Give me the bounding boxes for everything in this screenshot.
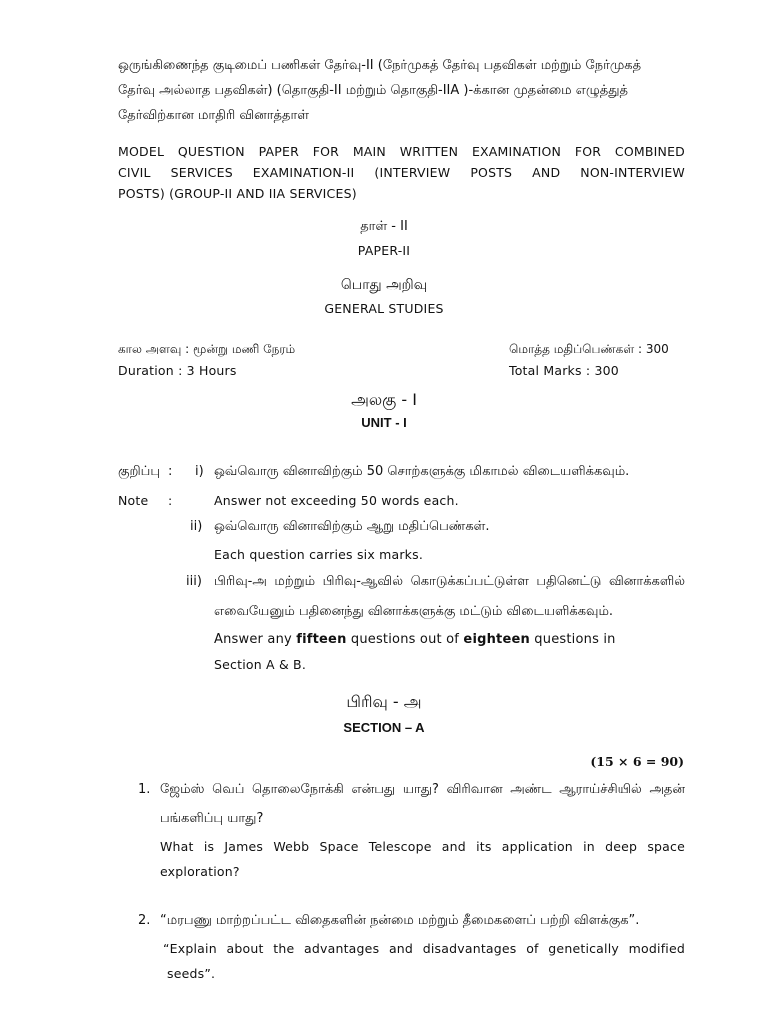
note-item-2-num: ii) <box>190 519 203 534</box>
note-item-2-tamil: ஒவ்வொரு வினாவிற்கும் ஆறு மதிப்பெண்கள். <box>214 519 490 534</box>
question-1-number: 1. <box>138 782 151 797</box>
note-label-english: Note <box>118 493 149 508</box>
unit-tamil: அலகு - I <box>351 390 417 409</box>
unit-english: UNIT - I <box>361 415 407 430</box>
question-1-tamil-line-1: ஜேம்ஸ் வெப் தொலைநோக்கி என்பது யாது? விரிவான அண்ட ஆராய்ச்சியில் அதன் <box>160 782 685 797</box>
note-item-3-num: iii) <box>186 574 202 589</box>
note-item-2-english: Each question carries six marks. <box>214 547 423 562</box>
duration-tamil: கால அளவு : மூன்று மணி நேரம் <box>118 342 296 356</box>
note-colon-2: : <box>168 493 173 508</box>
note-item-1-english: Answer not exceeding 50 words each. <box>214 493 459 508</box>
note-item-3-english-line-2: Section A & B. <box>214 657 307 672</box>
paper-title-tamil: தாள் - II <box>360 219 408 234</box>
question-2-english-line-2: seeds”. <box>167 966 216 981</box>
total-marks-english: Total Marks : 300 <box>509 363 619 378</box>
subject-english: GENERAL STUDIES <box>324 301 444 316</box>
section-title-tamil: பிரிவு - அ <box>346 692 422 711</box>
note-label-tamil: குறிப்பு <box>118 464 161 479</box>
total-marks-tamil: மொத்த மதிப்பெண்கள் : 300 <box>509 342 669 356</box>
subject-tamil: பொது அறிவு <box>340 277 428 293</box>
note-item-3-tamil-line-2: எவையேனும் பதினைந்து வினாக்களுக்கு மட்டும் விடையளிக்கவும். <box>214 604 614 619</box>
header-english-line-1: MODEL QUESTION PAPER FOR MAIN WRITTEN EXAMINATION FOR COMBINED <box>118 144 685 159</box>
paper-title-english: PAPER-II <box>357 243 411 258</box>
question-2-tamil-line-1: “மரபணு மாற்றப்பட்ட விதைகளின் நன்மை மற்றும் தீமைகளைப் பற்றி விளக்குக”. <box>160 913 640 928</box>
header-tamil-line-3: தேர்விற்கான மாதிரி வினாத்தாள் <box>118 108 310 123</box>
header-english-line-3: POSTS) (GROUP-II AND IIA SERVICES) <box>118 186 357 201</box>
header-tamil-line-1: ஒருங்கிணைந்த குடிமைப் பணிகள் தேர்வு-II (நேர்முகத் தேர்வு பதவிகள் மற்றும் நேர்முகத் <box>118 58 642 73</box>
question-2-number: 2. <box>138 913 151 928</box>
fifteen-emphasis: fifteen <box>296 632 347 647</box>
note-colon-1: : <box>168 464 173 479</box>
question-1-tamil-line-2: பங்களிப்பு யாது? <box>160 811 264 826</box>
section-title-english: SECTION – A <box>343 720 425 735</box>
note-item-1-tamil: ஒவ்வொரு வினாவிற்கும் 50 சொற்களுக்கு மிகாமல் விடையளிக்கவும். <box>214 464 630 479</box>
note-item-3-tamil-line-1: பிரிவு-அ மற்றும் பிரிவு-ஆவில் கொடுக்கப்பட்டுள்ள பதினெட்டு வினாக்களில் <box>214 574 685 589</box>
note-item-3-english-line-1: Answer any fifteen questions out of eighteen questions in <box>214 632 616 647</box>
question-1-english-line-2: exploration? <box>160 864 240 879</box>
header-english-line-2: CIVIL SERVICES EXAMINATION-II (INTERVIEW POSTS AND NON-INTERVIEW <box>118 165 685 180</box>
section-marks: (15 × 6 = 90) <box>590 754 684 769</box>
question-2-english-line-1: “Explain about the advantages and disadvantages of genetically modified <box>163 941 685 956</box>
duration-english: Duration : 3 Hours <box>118 363 237 378</box>
header-tamil-line-2: தேர்வு அல்லாத பதவிகள்) (தொகுதி-II மற்றும் தொகுதி-IIA )-க்கான முதன்மை எழுத்துத் <box>118 83 628 98</box>
note-item-1-num: i) <box>195 464 204 479</box>
eighteen-emphasis: eighteen <box>463 632 530 647</box>
question-1-english-line-1: What is James Webb Space Telescope and its application in deep space <box>160 839 685 854</box>
